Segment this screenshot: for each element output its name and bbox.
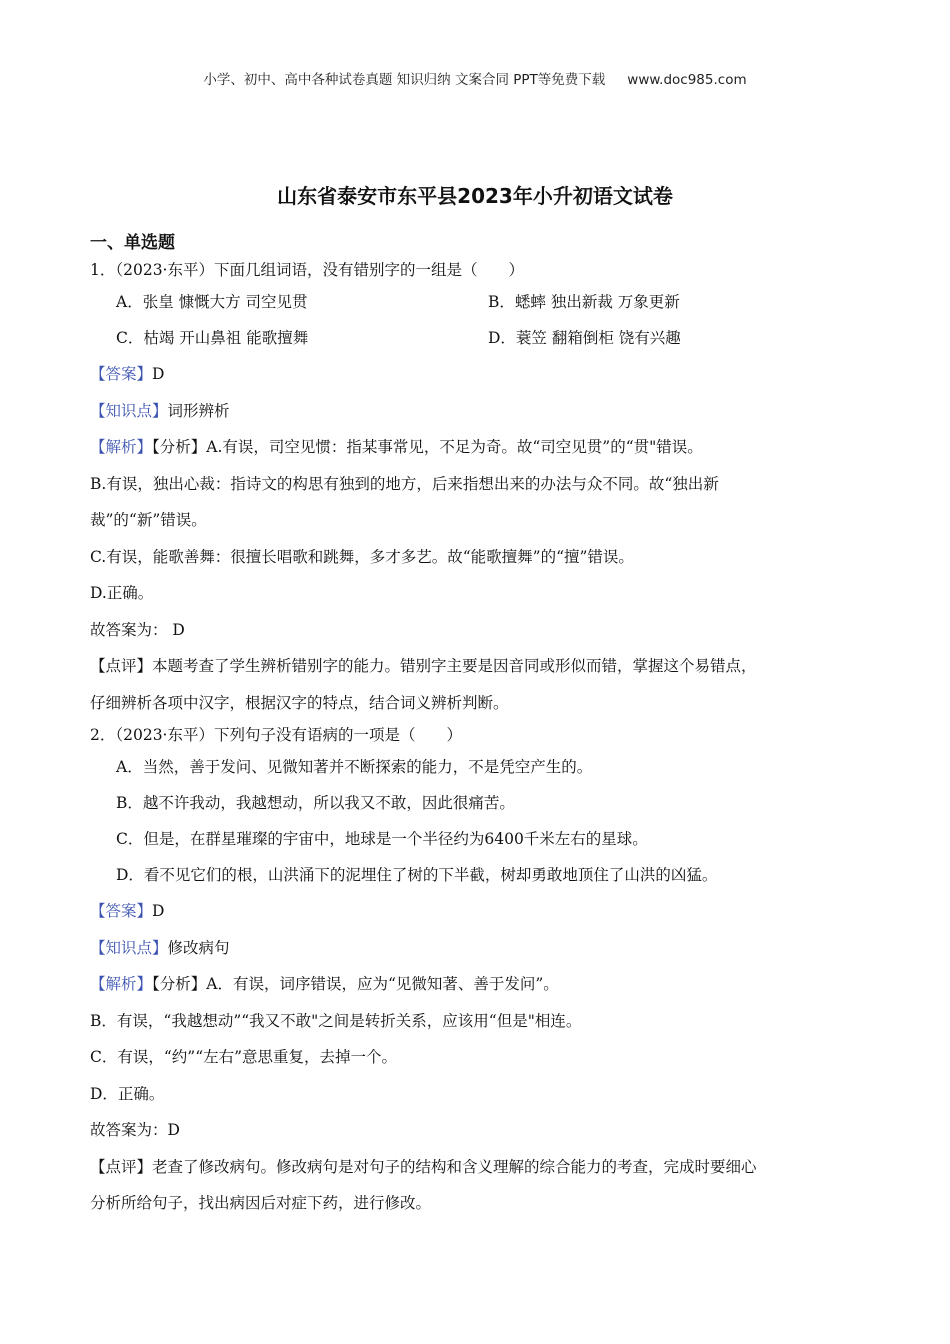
q2-knowledge-point [90, 930, 860, 967]
analysis-text: 【分析】A.有误，司空见惯：指某事常见，不足为奇。故“司空见贯”的“贯"错误。 [152, 438, 703, 456]
knowledge-value: 词形辨析 [167, 401, 230, 420]
header-text: 小学、初中、高中各种试卷真题 知识归纳 文案合同 PPT等免费下载 [203, 72, 606, 88]
answer-value: D [152, 365, 165, 383]
q1-analysis-line: 裁”的“新”错误。 [90, 511, 207, 529]
q2-analysis-line: D．正确。 [90, 1084, 165, 1103]
section-heading: 一、单选题 [90, 233, 175, 253]
question-2: 2．（2023·东平）下列句子没有语病的一项是（ ） [90, 726, 462, 744]
knowledge-tag: 【知识点】 [90, 401, 168, 420]
q1-analysis [90, 429, 860, 466]
q1-option-a: A．张皇 慷慨大方 司空见贯 [116, 293, 308, 311]
answer-tag: 【答案】 [90, 365, 153, 383]
q1-analysis-line: D.正确。 [90, 584, 154, 602]
q1-analysis-line: C.有误，能歌善舞：很擅长唱歌和跳舞，多才多艺。故“能歌擅舞”的“擅”错误。 [90, 547, 634, 566]
answer-value: D [152, 902, 165, 920]
q1-analysis-line: 仔细辨析各项中汉字，根据汉字的特点，结合词义辨析判断。 [90, 693, 509, 712]
analysis-text: 【分析】A．有误，词序错误，应为“见微知著、善于发问”。 [152, 975, 559, 993]
q1-option-d: D．蓑笠 翻箱倒柜 饶有兴趣 [488, 329, 681, 347]
knowledge-value: 修改病句 [167, 938, 230, 957]
q2-analysis-line: 【点评】老查了修改病句。修改病句是对句子的结构和含义理解的综合能力的考查，完成时要细心 [90, 1157, 757, 1176]
q1-knowledge-point [90, 393, 860, 430]
q1-analysis-line: 故答案为： D [90, 620, 185, 639]
q2-analysis-line: 分析所给句子，找出病因后对症下药，进行修改。 [90, 1194, 432, 1212]
answer-tag: 【答案】 [90, 902, 153, 920]
q2-option-b: B．越不许我动，我越想动，所以我又不敢，因此很痛苦。 [116, 794, 515, 812]
q2-analysis-line: B．有误，“我越想动”“我又不敢"之间是转折关系，应该用“但是"相连。 [90, 1011, 582, 1030]
knowledge-tag: 【知识点】 [90, 938, 168, 957]
q1-analysis-line: 【点评】本题考查了学生辨析错别字的能力。错别字主要是因音同或形似而错，掌握这个易错点， [90, 657, 757, 675]
q2-analysis [90, 966, 860, 1003]
q1-options-row-2 [90, 320, 860, 356]
header-site[interactable]: www.doc985.com [627, 72, 747, 88]
q1-option-c: C．枯竭 开山鼻祖 能歌擅舞 [116, 329, 309, 347]
page-header [0, 68, 950, 88]
q1-option-b: B．蟋蟀 独出新裁 万象更新 [488, 293, 680, 311]
document-body [90, 230, 860, 1222]
q2-analysis-line: 故答案为：D [90, 1121, 180, 1139]
q2-option-d: D．看不见它们的根，山洪涌下的泥埋住了树的下半截，树却勇敢地顶住了山洪的凶猛。 [116, 866, 718, 884]
q1-options-row-1 [90, 284, 860, 320]
q2-option-a: A．当然，善于发问、见微知著并不断探索的能力，不是凭空产生的。 [116, 758, 593, 776]
question-1: 1．（2023·东平）下面几组词语，没有错别字的一组是（ ） [90, 261, 524, 279]
q2-option-c: C．但是，在群星璀璨的宇宙中，地球是一个半径约为6400千米左右的星球。 [116, 830, 648, 848]
analysis-tag: 【解析】 [90, 975, 153, 993]
page-title: 山东省泰安市东平县2023年小升初语文试卷 [277, 184, 673, 208]
analysis-tag: 【解析】 [90, 438, 153, 456]
q1-answer [90, 356, 860, 393]
q2-analysis-line: C．有误，“约”“左右”意思重复，去掉一个。 [90, 1048, 398, 1066]
q2-answer [90, 893, 860, 930]
q1-analysis-line: B.有误，独出心裁：指诗文的构思有独到的地方，后来指想出来的办法与众不同。故“独出新 [90, 474, 719, 493]
